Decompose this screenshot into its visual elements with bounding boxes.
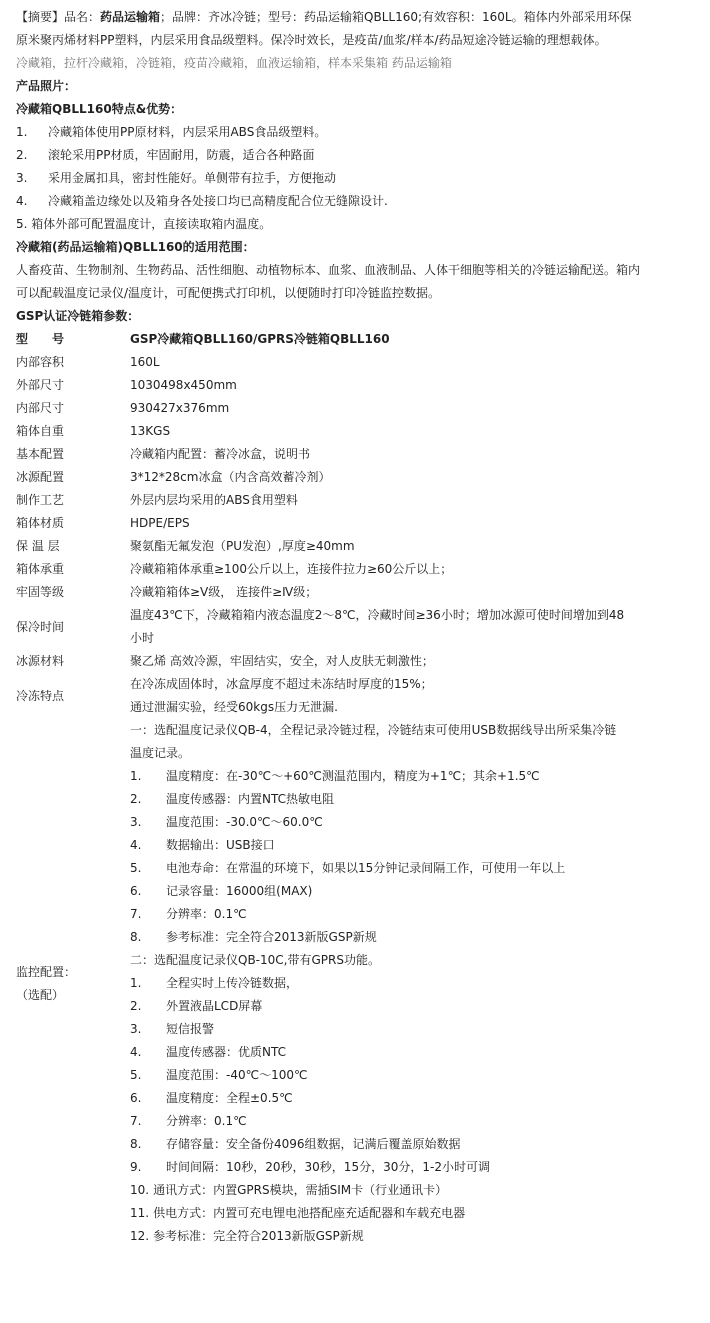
spec-value: 聚乙烯 高效冷源，牢固结实，安全，对人皮肤无刺激性；	[130, 654, 434, 668]
monitor-item-text: 存储容量：安全备份4096组数据，记满后覆盖原始数据	[166, 1137, 461, 1151]
spec-key: 内部尺寸	[16, 401, 65, 415]
spec-row	[16, 443, 696, 466]
monitor-item	[130, 857, 696, 880]
feature-item	[16, 121, 700, 144]
monitor-item-number: 7.	[130, 1114, 142, 1128]
spec-value: 外层内层均采用的ABS食用塑料	[130, 493, 298, 507]
spec-row	[16, 351, 696, 374]
feature-text: 冷藏箱体使用PP原材料，内层采用ABS食品级塑料。	[48, 125, 327, 139]
monitor-item	[130, 1018, 696, 1041]
spec-value: 1030498x450mm	[130, 378, 237, 392]
monitor-item-number: 2.	[130, 999, 142, 1013]
monitor-item-number: 9.	[130, 1160, 142, 1174]
monitor-item-text: 温度精度：在-30℃～+60℃测温范围内，精度为+1℃；其余+1.5℃	[166, 769, 540, 783]
spec-table	[16, 328, 696, 1248]
spec-value: 冷藏箱箱体≥V级， 连接件≥Ⅳ级；	[130, 585, 318, 599]
features-list	[16, 121, 700, 236]
feature-text: 箱体外部可配置温度计，直接读取箱内温度。	[31, 217, 272, 231]
feature-text: 滚轮采用PP材质，牢固耐用，防震，适合各种路面	[48, 148, 315, 162]
spec-key: 箱体承重	[16, 562, 65, 576]
monitor-item-text: 温度传感器：内置NTC热敏电阻	[166, 792, 334, 806]
features-heading: 冷藏箱QBLL160特点&优势：	[16, 102, 183, 116]
monitor-item	[130, 1064, 696, 1087]
spec-key: 牢固等级	[16, 585, 65, 599]
spec-value: HDPE/EPS	[130, 516, 190, 530]
feature-number: 1.	[16, 125, 28, 139]
monitor-item	[130, 1110, 696, 1133]
spec-value: 冷藏箱内配置：蓄冷冰盒，说明书	[130, 447, 311, 461]
spec-value-line: 小时	[130, 631, 155, 645]
spec-row	[16, 535, 696, 558]
intro-prefix: 【摘要】品名：	[16, 10, 101, 24]
monitor-sublabel: （选配）	[16, 987, 65, 1002]
spec-value: 930427x376mm	[130, 401, 230, 415]
intro-tags: 冷藏箱，拉杆冷藏箱，冷链箱，疫苗冷藏箱，血液运输箱，样本采集箱 药品运输箱	[16, 56, 452, 70]
monitor-item	[130, 765, 696, 788]
spec-key: 箱体自重	[16, 424, 65, 438]
feature-item	[16, 144, 700, 167]
intro-line-2: 原米聚丙烯材料PP塑料，内层采用食品级塑料。保冷时效长，是疫苗/血浆/样本/药品短途冷链运输的理想载体。	[16, 33, 607, 47]
spec-value: 聚氨酯无氟发泡（PU发泡）,厚度≥40mm	[130, 539, 355, 553]
feature-text: 采用金属扣具，密封性能好。单侧带有拉手，方便拖动	[48, 171, 337, 185]
monitor-item-number: 4.	[130, 838, 142, 852]
monitor-item-text: 时间间隔：10秒，20秒，30秒，15分，30分，1-2小时可调	[166, 1160, 490, 1174]
spec-value-line: 通过泄漏实验，经受60kgs压力无泄漏.	[130, 700, 338, 714]
params-heading: GSP认证冷链箱参数：	[16, 309, 140, 323]
spec-key: 外部尺寸	[16, 378, 65, 392]
photos-heading: 产品照片：	[16, 79, 77, 93]
spec-row	[16, 558, 696, 581]
monitor-label: 监控配置：	[16, 964, 77, 979]
monitor-item-text: 分辨率：0.1℃	[166, 907, 247, 921]
monitor-item-text: 短信报警	[166, 1022, 215, 1036]
spec-key: 冷冻特点	[16, 688, 65, 703]
spec-value: GSP冷藏箱QBLL160/GPRS冷链箱QBLL160	[130, 332, 390, 346]
monitor-item-number: 5.	[130, 1068, 142, 1082]
scope-line-2: 可以配载温度记录仪/温度计，可配便携式打印机，以便随时打印冷链监控数据。	[16, 286, 441, 300]
monitor-item-text: 全程实时上传冷链数据，	[166, 976, 299, 990]
spec-row	[16, 512, 696, 535]
monitor-item-text: 数据输出：USB接口	[166, 838, 275, 852]
feature-item	[16, 190, 700, 213]
monitor-item-number: 1.	[130, 976, 142, 990]
feature-number: 5.	[16, 217, 28, 231]
feature-item	[16, 213, 700, 236]
monitor-item-text: 温度范围：-40℃～100℃	[166, 1068, 308, 1082]
monitor-item-text: 参考标准：完全符合2013新版GSP新规	[153, 1229, 364, 1243]
monitor-item-number: 6.	[130, 1091, 142, 1105]
spec-value: 13KGS	[130, 424, 171, 438]
intro-rest: ；品牌：齐冰冷链；型号：药品运输箱QBLL160;有效容积：160L。箱体内外部采用环保	[160, 10, 632, 24]
monitor-item	[130, 1041, 696, 1064]
monitor-option-2: 二：选配温度记录仪QB-10C,带有GPRS功能。	[130, 953, 380, 967]
spec-key: 冰源材料	[16, 654, 65, 668]
monitor-item-text: 温度传感器：优质NTC	[166, 1045, 286, 1059]
monitor-item-text: 参考标准：完全符合2013新版GSP新规	[166, 930, 377, 944]
spec-row-cold-time	[16, 604, 696, 650]
spec-key: 制作工艺	[16, 493, 65, 507]
monitor-option-1-cont: 温度记录。	[130, 746, 191, 760]
spec-row	[16, 581, 696, 604]
monitor-item-number: 3.	[130, 1022, 142, 1036]
spec-value: 冷藏箱箱体承重≥100公斤以上，连接件拉力≥60公斤以上；	[130, 562, 453, 576]
spec-value: 160L	[130, 355, 160, 369]
spec-value	[130, 604, 696, 650]
monitor-item-number: 7.	[130, 907, 142, 921]
monitor-item	[130, 1087, 696, 1110]
monitor-item	[130, 1179, 696, 1202]
feature-item	[16, 167, 700, 190]
spec-row	[16, 489, 696, 512]
spec-key: 保 温 层	[16, 539, 60, 553]
spec-value-line: 在冷冻成固体时，冰盒厚度不超过未冻结时厚度的15%；	[130, 677, 433, 691]
spec-key: 箱体材质	[16, 516, 65, 530]
monitor-item-number: 11.	[130, 1206, 150, 1220]
scope-line-1: 人畜疫苗、生物制剂、生物药品、活性细胞、动植物标本、血浆、血液制品、人体干细胞等相关的冷链运输配送。箱内	[16, 263, 641, 277]
monitor-item-number: 8.	[130, 930, 142, 944]
spec-row-ice-material	[16, 650, 696, 673]
spec-key-monitor	[16, 719, 130, 1248]
monitor-item	[130, 995, 696, 1018]
monitor-item	[130, 880, 696, 903]
monitor-item	[130, 1225, 696, 1248]
monitor-item-number: 4.	[130, 1045, 142, 1059]
spec-key: 冰源配置	[16, 470, 65, 484]
monitor-item	[130, 1133, 696, 1156]
monitor-item-text: 温度精度：全程±0.5℃	[166, 1091, 293, 1105]
monitor-item-number: 5.	[130, 861, 142, 875]
spec-key: 内部容积	[16, 355, 65, 369]
monitor-item-number: 10.	[130, 1183, 150, 1197]
monitor-item-number: 2.	[130, 792, 142, 806]
feature-number: 4.	[16, 194, 28, 208]
monitor-item	[130, 1202, 696, 1225]
spec-key: 型 号	[16, 332, 65, 346]
monitor-item	[130, 926, 696, 949]
monitor-item	[130, 811, 696, 834]
monitor-item-text: 通讯方式：内置GPRS模块，需插SIM卡（行业通讯卡）	[153, 1183, 448, 1197]
monitor-item-number: 3.	[130, 815, 142, 829]
spec-row-monitor	[16, 719, 696, 1248]
scope-heading: 冷藏箱(药品运输箱)QBLL160的适用范围：	[16, 240, 255, 254]
spec-row-model	[16, 328, 696, 351]
monitor-item-text: 供电方式：内置可充电锂电池搭配座充适配器和车载充电器	[153, 1206, 466, 1220]
spec-value-line: 温度43℃下，冷藏箱箱内液态温度2～8℃，冷藏时间≥36小时；增加冰源可使时间增加到48	[130, 608, 625, 622]
spec-row	[16, 420, 696, 443]
spec-row	[16, 466, 696, 489]
monitor-item	[130, 972, 696, 995]
feature-number: 3.	[16, 171, 28, 185]
monitor-item-text: 电池寿命：在常温的环境下，如果以15分钟记录间隔工作，可使用一年以上	[166, 861, 566, 875]
feature-text: 冷藏箱盖边缘处以及箱身各处接口均已高精度配合位无缝隙设计.	[48, 194, 388, 208]
monitor-item-number: 12.	[130, 1229, 150, 1243]
monitor-item-number: 6.	[130, 884, 142, 898]
intro-product-name: 药品运输箱	[100, 10, 161, 24]
monitor-item-text: 外置液晶LCD屏幕	[166, 999, 263, 1013]
monitor-item	[130, 788, 696, 811]
spec-key: 基本配置	[16, 447, 65, 461]
spec-value-monitor	[130, 719, 696, 1248]
feature-number: 2.	[16, 148, 28, 162]
monitor-item-text: 记录容量：16000组(MAX)	[166, 884, 313, 898]
monitor-item	[130, 903, 696, 926]
monitor-item-text: 分辨率：0.1℃	[166, 1114, 247, 1128]
monitor-item	[130, 834, 696, 857]
monitor-item-text: 温度范围：-30.0℃～60.0℃	[166, 815, 323, 829]
monitor-option-1: 一：选配温度记录仪QB-4，全程记录冷链过程，冷链结束可使用USB数据线导出所采集冷链	[130, 723, 617, 737]
monitor-item-number: 8.	[130, 1137, 142, 1151]
spec-value	[130, 673, 696, 719]
monitor-item	[130, 1156, 696, 1179]
spec-value: 3*12*28cm冰盒（内含高效蓄冷剂）	[130, 470, 331, 484]
intro-line-1	[16, 6, 700, 29]
monitor-item-number: 1.	[130, 769, 142, 783]
spec-key: 保冷时间	[16, 619, 65, 634]
spec-row	[16, 397, 696, 420]
spec-row	[16, 374, 696, 397]
spec-row-freeze	[16, 673, 696, 719]
